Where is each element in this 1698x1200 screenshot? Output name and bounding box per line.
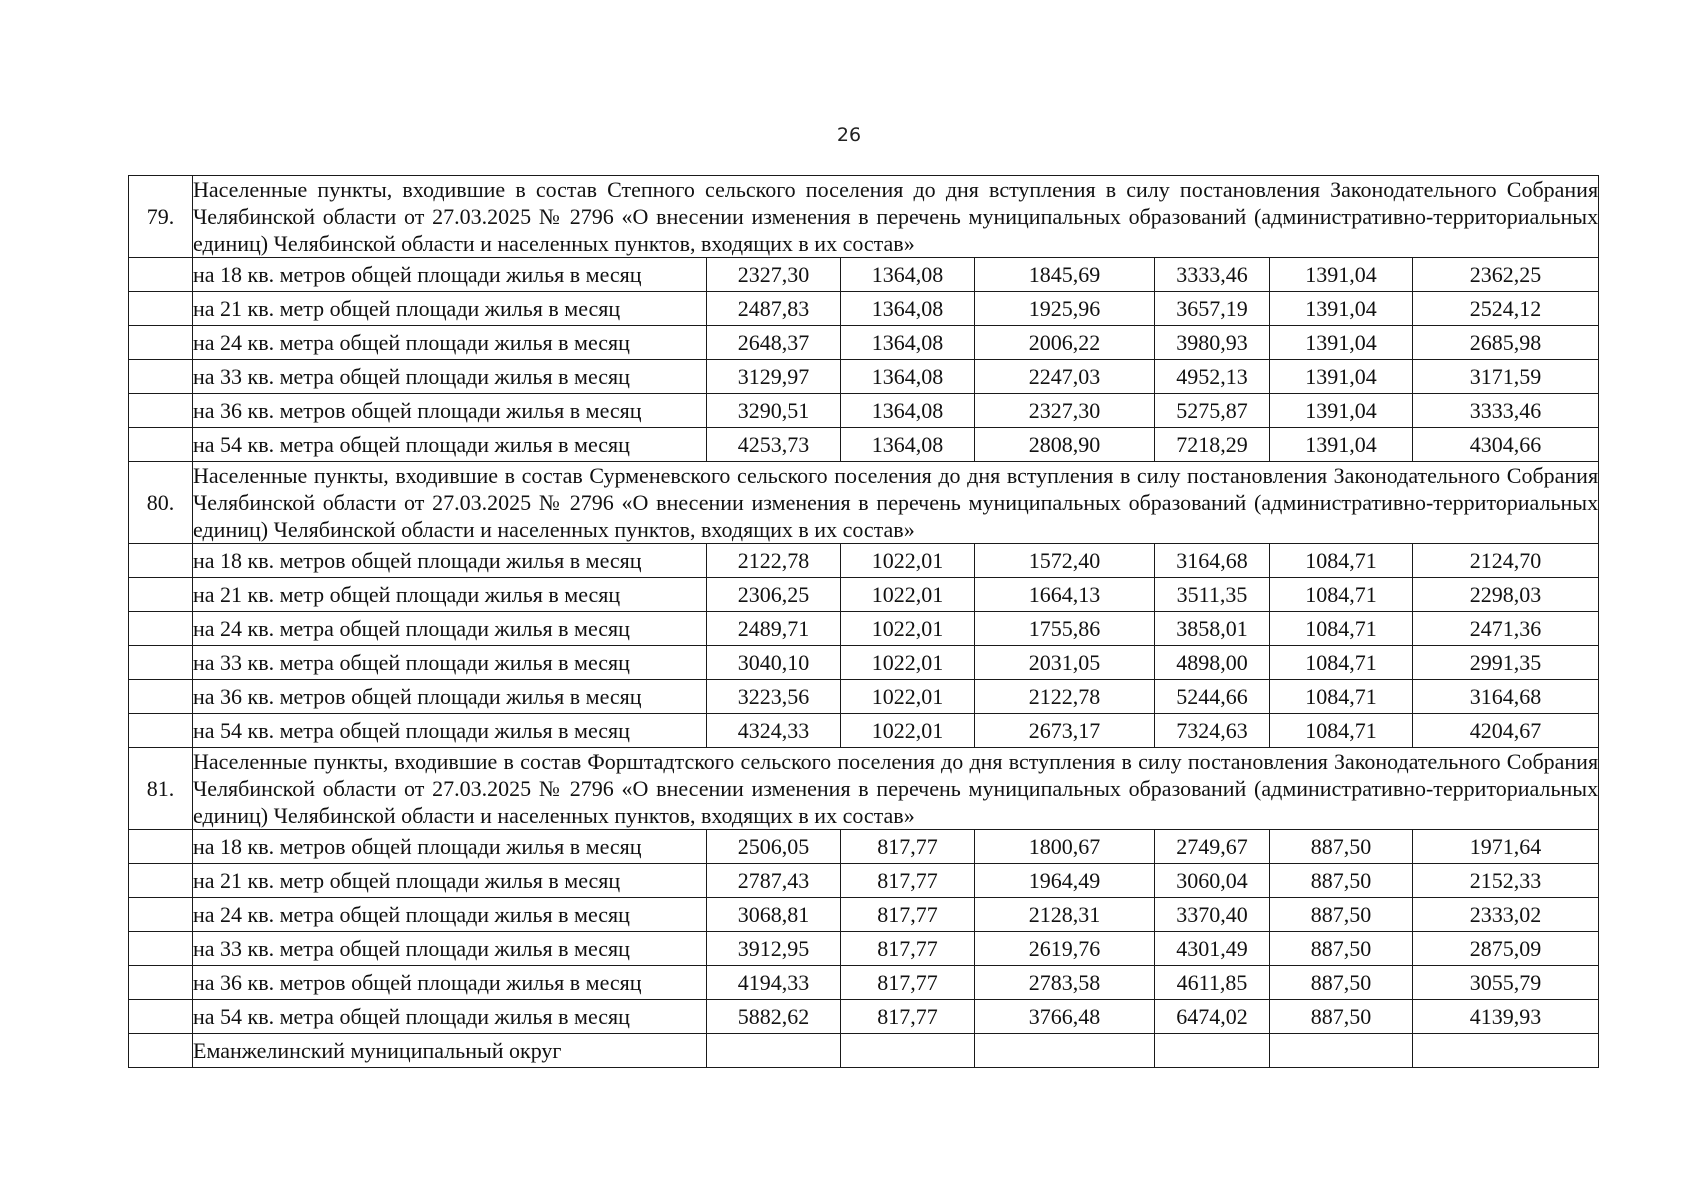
value-cell-4: 4301,49	[1155, 932, 1270, 966]
table-row	[129, 544, 1599, 578]
value-cell-6: 4139,93	[1413, 1000, 1599, 1034]
value-cell-4: 5244,66	[1155, 680, 1270, 714]
row-number-cell	[129, 544, 193, 578]
table-row	[129, 864, 1599, 898]
value-cell-5: 1391,04	[1270, 326, 1413, 360]
value-cell-1: 2648,37	[707, 326, 841, 360]
row-number-cell	[129, 830, 193, 864]
value-cell-1: 3223,56	[707, 680, 841, 714]
row-number-cell	[129, 1034, 193, 1068]
value-cell-4: 4611,85	[1155, 966, 1270, 1000]
row-label: на 24 кв. метра общей площади жилья в месяц	[193, 326, 707, 360]
value-cell-6: 2362,25	[1413, 258, 1599, 292]
value-cell-4: 5275,87	[1155, 394, 1270, 428]
value-cell-5: 887,50	[1270, 1000, 1413, 1034]
value-cell-3: 2006,22	[975, 326, 1155, 360]
section-header-text: Населенные пункты, входившие в состав Сурменевского сельского поселения до дня вступления в силу постановления Законодательного Собрания Челябинской области от 27.03.2025 № 2796 «О внесении изменения в перечень муниципальных образований (административно-территориальных единиц) Челябинской области и населенных пунктов, входящих в их состав»	[193, 463, 1599, 542]
row-label: на 18 кв. метров общей площади жилья в месяц	[193, 830, 707, 864]
value-cell-6: 2685,98	[1413, 326, 1599, 360]
value-cell-2: 817,77	[841, 898, 975, 932]
value-cell-4: 3060,04	[1155, 864, 1270, 898]
value-cell-1: 3129,97	[707, 360, 841, 394]
row-number-cell	[129, 394, 193, 428]
value-cell-5: 887,50	[1270, 864, 1413, 898]
empty-value-cell	[1413, 1034, 1599, 1068]
table-row	[129, 1000, 1599, 1034]
value-cell-4: 3657,19	[1155, 292, 1270, 326]
table-row	[129, 394, 1599, 428]
value-cell-2: 1022,01	[841, 646, 975, 680]
section-header-row	[129, 748, 1599, 830]
value-cell-1: 2506,05	[707, 830, 841, 864]
value-cell-2: 1364,08	[841, 428, 975, 462]
value-cell-2: 1364,08	[841, 292, 975, 326]
value-cell-5: 1391,04	[1270, 258, 1413, 292]
value-cell-6: 1971,64	[1413, 830, 1599, 864]
value-cell-2: 1022,01	[841, 680, 975, 714]
row-number-cell	[129, 932, 193, 966]
value-cell-5: 887,50	[1270, 898, 1413, 932]
value-cell-3: 2327,30	[975, 394, 1155, 428]
section-header-text: Населенные пункты, входившие в состав Степного сельского поселения до дня вступления в силу постановления Законодательного Собрания Челябинской области от 27.03.2025 № 2796 «О внесении изменения в перечень муниципальных образований (административно-территориальных единиц) Челябинской области и населенных пунктов, входящих в их состав»	[193, 177, 1599, 256]
value-cell-1: 3040,10	[707, 646, 841, 680]
row-label: на 54 кв. метра общей площади жилья в месяц	[193, 428, 707, 462]
value-cell-2: 1364,08	[841, 360, 975, 394]
value-cell-6: 2875,09	[1413, 932, 1599, 966]
value-cell-1: 2487,83	[707, 292, 841, 326]
table-row	[129, 714, 1599, 748]
value-cell-1: 2787,43	[707, 864, 841, 898]
value-cell-2: 817,77	[841, 830, 975, 864]
row-label: на 36 кв. метров общей площади жилья в месяц	[193, 966, 707, 1000]
value-cell-5: 1084,71	[1270, 680, 1413, 714]
table-row	[129, 360, 1599, 394]
value-cell-6: 2471,36	[1413, 612, 1599, 646]
value-cell-4: 2749,67	[1155, 830, 1270, 864]
value-cell-3: 2122,78	[975, 680, 1155, 714]
empty-value-cell	[1270, 1034, 1413, 1068]
value-cell-3: 1800,67	[975, 830, 1155, 864]
value-cell-1: 3912,95	[707, 932, 841, 966]
value-cell-2: 1364,08	[841, 394, 975, 428]
row-label: на 54 кв. метра общей площади жилья в месяц	[193, 1000, 707, 1034]
value-cell-4: 3980,93	[1155, 326, 1270, 360]
value-cell-2: 1022,01	[841, 544, 975, 578]
value-cell-6: 2298,03	[1413, 578, 1599, 612]
row-number-cell	[129, 258, 193, 292]
value-cell-3: 1925,96	[975, 292, 1155, 326]
value-cell-5: 1391,04	[1270, 428, 1413, 462]
value-cell-1: 3290,51	[707, 394, 841, 428]
value-cell-1: 2489,71	[707, 612, 841, 646]
value-cell-4: 4952,13	[1155, 360, 1270, 394]
value-cell-6: 4304,66	[1413, 428, 1599, 462]
row-label: на 21 кв. метр общей площади жилья в месяц	[193, 292, 707, 326]
section-number: 80.	[129, 462, 193, 544]
value-cell-5: 887,50	[1270, 966, 1413, 1000]
row-number-cell	[129, 646, 193, 680]
row-label: на 18 кв. метров общей площади жилья в месяц	[193, 258, 707, 292]
row-number-cell	[129, 292, 193, 326]
value-cell-1: 2327,30	[707, 258, 841, 292]
value-cell-6: 2991,35	[1413, 646, 1599, 680]
row-number-cell	[129, 612, 193, 646]
value-cell-6: 3055,79	[1413, 966, 1599, 1000]
value-cell-6: 2333,02	[1413, 898, 1599, 932]
value-cell-6: 2124,70	[1413, 544, 1599, 578]
table-row	[129, 646, 1599, 680]
value-cell-5: 1084,71	[1270, 714, 1413, 748]
value-cell-1: 4324,33	[707, 714, 841, 748]
row-label: на 21 кв. метр общей площади жилья в месяц	[193, 864, 707, 898]
value-cell-1: 2306,25	[707, 578, 841, 612]
row-label: на 54 кв. метра общей площади жилья в месяц	[193, 714, 707, 748]
value-cell-2: 817,77	[841, 864, 975, 898]
value-cell-5: 887,50	[1270, 932, 1413, 966]
value-cell-4: 3858,01	[1155, 612, 1270, 646]
value-cell-3: 2247,03	[975, 360, 1155, 394]
value-cell-6: 3164,68	[1413, 680, 1599, 714]
value-cell-2: 1022,01	[841, 714, 975, 748]
row-number-cell	[129, 578, 193, 612]
row-label: на 18 кв. метров общей площади жилья в месяц	[193, 544, 707, 578]
value-cell-3: 2031,05	[975, 646, 1155, 680]
value-cell-2: 1364,08	[841, 258, 975, 292]
empty-value-cell	[841, 1034, 975, 1068]
section-header-text: Населенные пункты, входившие в состав Форштадтского сельского поселения до дня вступления в силу постановления Законодательного Собрания Челябинской области от 27.03.2025 № 2796 «О внесении изменения в перечень муниципальных образований (административно-территориальных единиц) Челябинской области и населенных пунктов, входящих в их состав»	[193, 749, 1599, 828]
value-cell-6: 3333,46	[1413, 394, 1599, 428]
row-label: на 24 кв. метра общей площади жилья в месяц	[193, 898, 707, 932]
value-cell-2: 1022,01	[841, 578, 975, 612]
value-cell-1: 4253,73	[707, 428, 841, 462]
empty-value-cell	[707, 1034, 841, 1068]
section-header-row	[129, 176, 1599, 258]
section-header-row	[129, 462, 1599, 544]
value-cell-5: 1391,04	[1270, 360, 1413, 394]
value-cell-3: 2783,58	[975, 966, 1155, 1000]
value-cell-5: 1391,04	[1270, 394, 1413, 428]
section-number: 81.	[129, 748, 193, 830]
value-cell-3: 1755,86	[975, 612, 1155, 646]
row-number-cell	[129, 966, 193, 1000]
row-number-cell	[129, 1000, 193, 1034]
row-label: на 33 кв. метра общей площади жилья в месяц	[193, 360, 707, 394]
value-cell-5: 887,50	[1270, 830, 1413, 864]
value-cell-1: 4194,33	[707, 966, 841, 1000]
value-cell-1: 5882,62	[707, 1000, 841, 1034]
row-number-cell	[129, 360, 193, 394]
row-number-cell	[129, 714, 193, 748]
value-cell-6: 2152,33	[1413, 864, 1599, 898]
row-number-cell	[129, 864, 193, 898]
page-number: 26	[836, 124, 862, 146]
table-row	[129, 326, 1599, 360]
value-cell-3: 2808,90	[975, 428, 1155, 462]
value-cell-2: 1364,08	[841, 326, 975, 360]
value-cell-2: 817,77	[841, 966, 975, 1000]
table-row	[129, 680, 1599, 714]
empty-value-cell	[1155, 1034, 1270, 1068]
row-number-cell	[129, 326, 193, 360]
value-cell-6: 4204,67	[1413, 714, 1599, 748]
value-cell-5: 1084,71	[1270, 612, 1413, 646]
empty-value-cell	[975, 1034, 1155, 1068]
table-row	[129, 578, 1599, 612]
table-row	[129, 830, 1599, 864]
district-name: Еманжелинский муниципальный округ	[193, 1034, 707, 1068]
value-cell-3: 3766,48	[975, 1000, 1155, 1034]
value-cell-5: 1391,04	[1270, 292, 1413, 326]
table-row	[129, 428, 1599, 462]
table-row	[129, 258, 1599, 292]
tariff-table	[128, 175, 1599, 1068]
row-number-cell	[129, 428, 193, 462]
value-cell-2: 1022,01	[841, 612, 975, 646]
value-cell-1: 3068,81	[707, 898, 841, 932]
value-cell-5: 1084,71	[1270, 578, 1413, 612]
value-cell-3: 2673,17	[975, 714, 1155, 748]
section-number: 79.	[129, 176, 193, 258]
row-label: на 36 кв. метров общей площади жилья в месяц	[193, 394, 707, 428]
value-cell-1: 2122,78	[707, 544, 841, 578]
row-label: на 36 кв. метров общей площади жилья в месяц	[193, 680, 707, 714]
value-cell-4: 6474,02	[1155, 1000, 1270, 1034]
row-number-cell	[129, 898, 193, 932]
value-cell-6: 2524,12	[1413, 292, 1599, 326]
value-cell-4: 7324,63	[1155, 714, 1270, 748]
table-row	[129, 292, 1599, 326]
value-cell-5: 1084,71	[1270, 646, 1413, 680]
table-row	[129, 898, 1599, 932]
value-cell-4: 3164,68	[1155, 544, 1270, 578]
value-cell-4: 3511,35	[1155, 578, 1270, 612]
value-cell-3: 1572,40	[975, 544, 1155, 578]
value-cell-3: 1845,69	[975, 258, 1155, 292]
row-label: на 33 кв. метра общей площади жилья в месяц	[193, 932, 707, 966]
row-number-cell	[129, 680, 193, 714]
row-label: на 21 кв. метр общей площади жилья в месяц	[193, 578, 707, 612]
table-row	[129, 932, 1599, 966]
value-cell-4: 3333,46	[1155, 258, 1270, 292]
value-cell-6: 3171,59	[1413, 360, 1599, 394]
value-cell-4: 4898,00	[1155, 646, 1270, 680]
value-cell-3: 2128,31	[975, 898, 1155, 932]
table-row	[129, 966, 1599, 1000]
table-row	[129, 612, 1599, 646]
value-cell-2: 817,77	[841, 932, 975, 966]
footer-row	[129, 1034, 1599, 1068]
row-label: на 33 кв. метра общей площади жилья в месяц	[193, 646, 707, 680]
value-cell-4: 3370,40	[1155, 898, 1270, 932]
value-cell-5: 1084,71	[1270, 544, 1413, 578]
row-label: на 24 кв. метра общей площади жилья в месяц	[193, 612, 707, 646]
value-cell-3: 1664,13	[975, 578, 1155, 612]
value-cell-2: 817,77	[841, 1000, 975, 1034]
value-cell-4: 7218,29	[1155, 428, 1270, 462]
value-cell-3: 1964,49	[975, 864, 1155, 898]
value-cell-3: 2619,76	[975, 932, 1155, 966]
